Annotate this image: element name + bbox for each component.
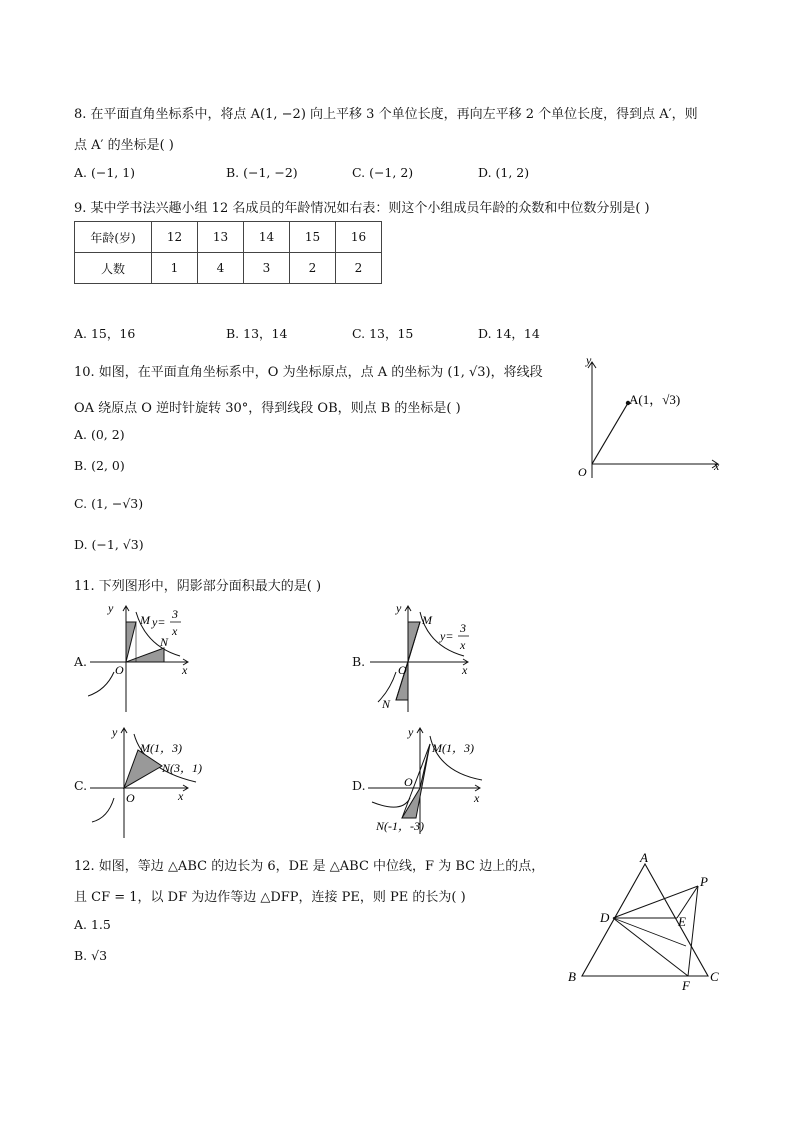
fraction-numerator: 3 — [172, 607, 178, 621]
age-table — [74, 221, 382, 284]
point-m-label: M — [422, 613, 432, 627]
q12-stem-line1: 12. 如图，等边 △ABC 的边长为 6，DE 是 △ABC 中位线，F 为 BC 边上的点， — [74, 859, 545, 874]
q9-option-c[interactable]: C. 13，15 — [352, 326, 414, 341]
point-p-label: P — [700, 874, 708, 889]
q11-figure-a — [88, 600, 198, 716]
q10-option-c[interactable]: C. (1, −√3) — [74, 496, 144, 511]
x-axis-label: x — [462, 663, 468, 677]
q11-figure-c — [88, 722, 218, 840]
q8-option-d[interactable]: D. (1, 2) — [478, 165, 530, 180]
table-cell: 16 — [336, 222, 382, 253]
q9-stem: 9. 某中学书法兴趣小组 12 名成员的年龄情况如右表：则这个小组成员年龄的众数和中位数分别是( ) — [74, 201, 650, 216]
q8-stem-line2: 点 A′ 的坐标是( ) — [74, 138, 174, 153]
point-e-label: E — [678, 914, 686, 929]
fraction-numerator: 3 — [460, 621, 466, 635]
table-cell: 2 — [336, 253, 382, 284]
origin-label: O — [126, 791, 135, 805]
point-c-label: C — [710, 969, 719, 984]
origin-label: O — [578, 465, 587, 479]
table-cell: 4 — [198, 253, 244, 284]
function-label: y= — [440, 629, 454, 643]
table-cell: 1 — [152, 253, 198, 284]
function-label: y= — [152, 615, 166, 629]
table-header-age: 年龄(岁) — [75, 222, 152, 253]
x-axis-label: x — [182, 663, 188, 677]
q8-option-c[interactable]: C. (−1, 2) — [352, 165, 414, 180]
table-row — [75, 253, 382, 284]
q10-stem-line2: OA 绕原点 O 逆时针旋转 30°，得到线段 OB，则点 B 的坐标是( ) — [74, 401, 461, 416]
q9-option-a[interactable]: A. 15，16 — [74, 326, 136, 341]
q12-option-b[interactable]: B. √3 — [74, 948, 108, 963]
table-header-count: 人数 — [75, 253, 152, 284]
q12-figure — [560, 848, 730, 994]
point-m-label: M — [140, 613, 150, 627]
q11-option-d[interactable]: D. — [352, 778, 366, 793]
q10-option-b[interactable]: B. (2, 0) — [74, 458, 125, 473]
origin-label: O — [115, 663, 124, 677]
origin-label: O — [404, 775, 413, 789]
point-a-label: A(1，√3) — [629, 392, 681, 407]
q8-option-a[interactable]: A. (−1, 1) — [74, 165, 136, 180]
y-axis-label: y — [408, 725, 414, 739]
point-n-label: N — [160, 635, 169, 649]
q10-figure — [570, 350, 730, 480]
point-d-label: D — [600, 910, 610, 925]
x-axis-label: x — [178, 789, 184, 803]
point-n-label: N — [382, 697, 391, 711]
q11-figure-b — [368, 600, 478, 716]
q11-figure-d — [366, 722, 490, 838]
q8-stem-line1: 8. 在平面直角坐标系中，将点 A(1, −2) 向上平移 3 个单位长度，再向左平移 2 个单位长度，得到点 A′，则 — [74, 107, 698, 122]
point-n-label: N(3，1) — [162, 761, 202, 775]
q9-option-d[interactable]: D. 14，14 — [478, 326, 540, 341]
x-axis-label: x — [474, 791, 480, 805]
x-axis-label: x — [714, 459, 720, 473]
q10-option-d[interactable]: D. (−1, √3) — [74, 537, 144, 552]
fraction-denominator: x — [460, 638, 466, 652]
point-b-label: B — [568, 969, 576, 984]
q9-option-b[interactable]: B. 13，14 — [226, 326, 288, 341]
y-axis-label: y — [396, 601, 402, 615]
q10-stem-line1: 10. 如图，在平面直角坐标系中，O 为坐标原点，点 A 的坐标为 (1, √3)，将线段 — [74, 365, 543, 380]
q11-stem: 11. 下列图形中，阴影部分面积最大的是( ) — [74, 579, 322, 594]
point-m-label: M(1，3) — [140, 741, 182, 755]
table-cell: 14 — [244, 222, 290, 253]
q10-option-a[interactable]: A. (0, 2) — [74, 427, 125, 442]
table-cell: 12 — [152, 222, 198, 253]
fraction-denominator: x — [172, 624, 178, 638]
point-m-label: M(1，3) — [432, 741, 474, 755]
y-axis-label: y — [108, 601, 114, 615]
point-f-label: F — [682, 978, 690, 993]
q12-option-a[interactable]: A. 1.5 — [74, 917, 111, 932]
q12-stem-line2: 且 CF = 1，以 DF 为边作等边 △DFP，连接 PE，则 PE 的长为( ) — [74, 890, 466, 905]
y-axis-label: y — [586, 353, 592, 367]
point-n-label: N(-1，-3) — [376, 819, 424, 833]
origin-label: O — [398, 663, 407, 677]
y-axis-label: y — [112, 725, 118, 739]
point-a-label: A — [640, 850, 648, 865]
table-cell: 2 — [290, 253, 336, 284]
q11-option-a[interactable]: A. — [74, 654, 88, 669]
table-cell: 15 — [290, 222, 336, 253]
q8-option-b[interactable]: B. (−1, −2) — [226, 165, 298, 180]
q11-option-b[interactable]: B. — [352, 654, 366, 669]
q11-option-c[interactable]: C. — [74, 778, 88, 793]
table-row — [75, 222, 382, 253]
table-cell: 3 — [244, 253, 290, 284]
table-cell: 13 — [198, 222, 244, 253]
